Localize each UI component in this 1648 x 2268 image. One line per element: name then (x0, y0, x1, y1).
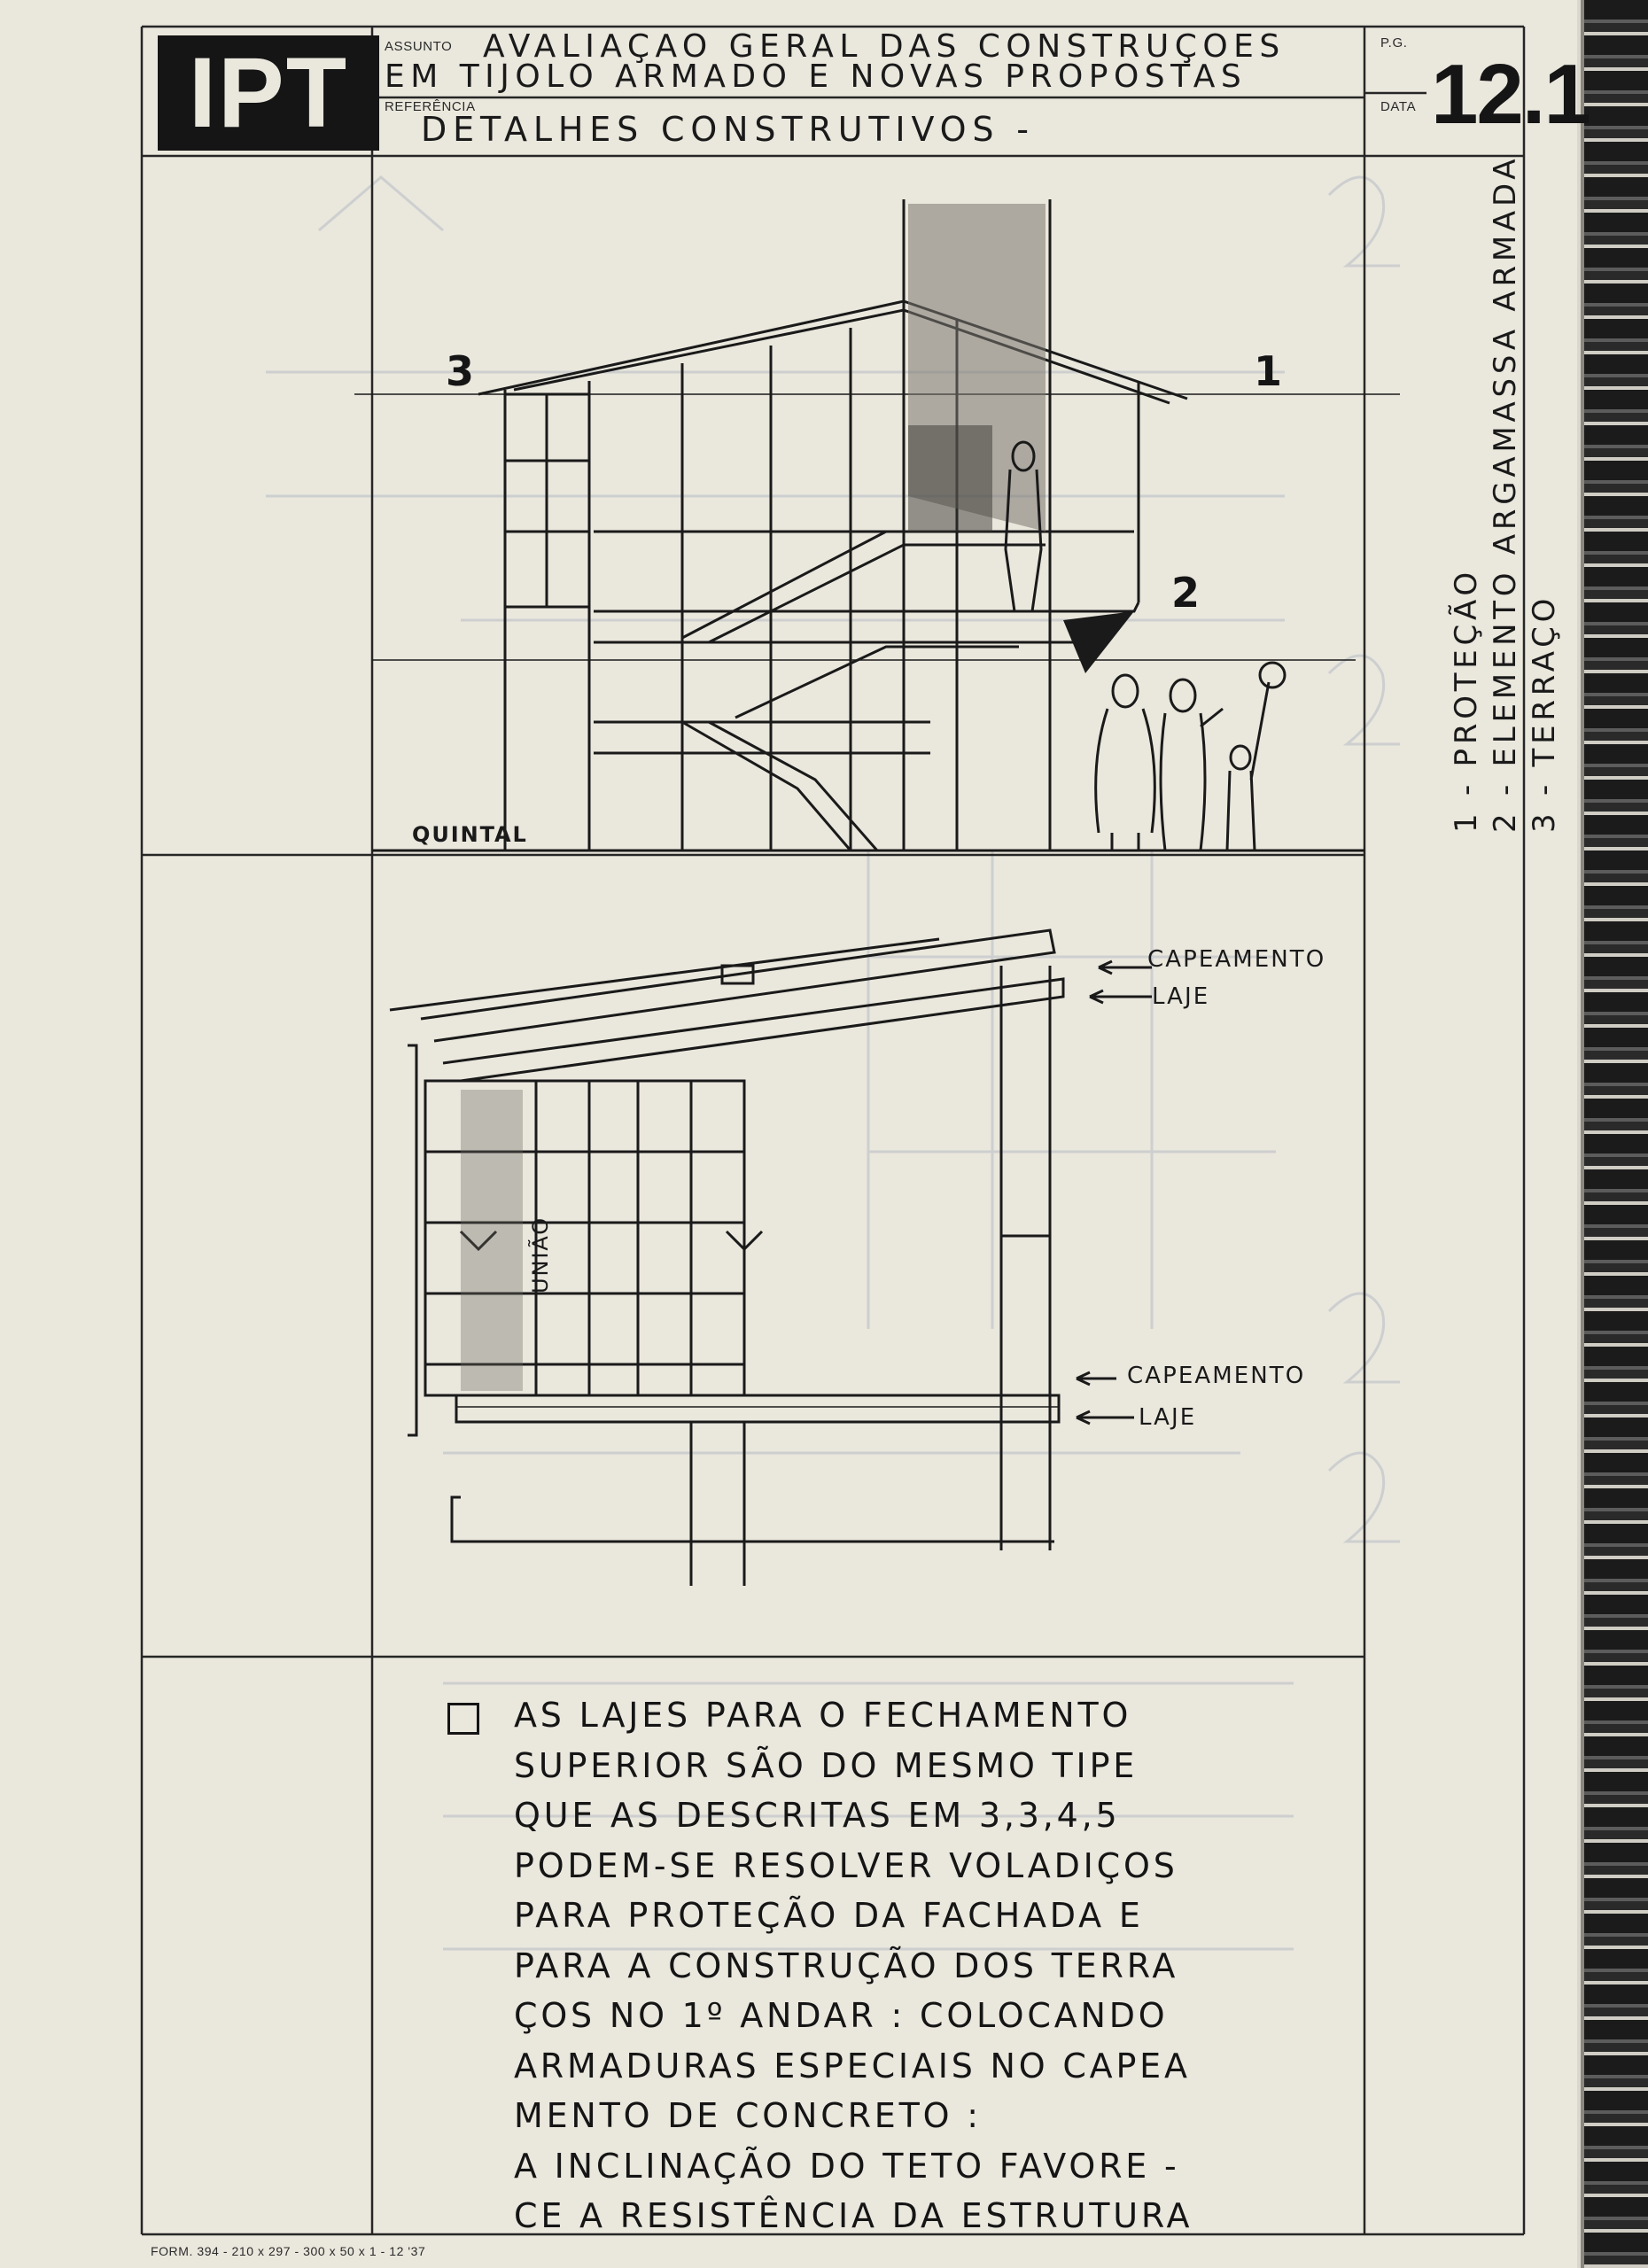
note-line: SUPERIOR SÃO DO MESMO TIPE (514, 1745, 1139, 1785)
note-line: PARA A CONSTRUÇÃO DOS TERRA (514, 1946, 1179, 1985)
callout-1: 1 (1254, 347, 1283, 395)
referencia-label: REFERÊNCIA (385, 99, 476, 114)
note-line: MENTO DE CONCRETO : (514, 2096, 982, 2135)
note-line: CE A RESISTÊNCIA DA ESTRUTURA (514, 2196, 1193, 2235)
note-line: AS LAJES PARA O FECHAMENTO (514, 1696, 1132, 1735)
assunto-label: ASSUNTO (385, 39, 453, 54)
spiral-binding (1581, 0, 1648, 2268)
facade-sketch (354, 199, 1400, 850)
legend-item-2: 2 - ELEMENTO ARGAMASSA ARMADA (1488, 154, 1523, 833)
note-line: A INCLINAÇÃO DO TETO FAVORE - (514, 2146, 1180, 2186)
laje-label-bottom: LAJE (1139, 1404, 1197, 1431)
note-line: ARMADURAS ESPECIAIS NO CAPEA (514, 2046, 1191, 2085)
ipt-logo: IPT (158, 35, 379, 151)
capeamento-label-top: CAPEAMENTO (1147, 946, 1326, 973)
assunto-line-1: AVALIAÇAO GERAL DAS CONSTRUÇOES (483, 28, 1286, 65)
legend-item-1: 1 - PROTEÇÃO (1449, 568, 1484, 833)
callout-3: 3 (446, 347, 475, 395)
page-number: 12.1 (1431, 47, 1590, 142)
note-line: PARA PROTEÇÃO DA FACHADA E (514, 1896, 1144, 1935)
sketch-shading (908, 204, 1134, 673)
data-label: DATA (1380, 99, 1417, 114)
people-figures (1006, 442, 1285, 850)
legend-item-3: 3 - TERRAÇO (1527, 594, 1562, 833)
note-line: PODEM-SE RESOLVER VOLADIÇOS (514, 1845, 1178, 1885)
handwritten-note (443, 1690, 1294, 2241)
quintal-label: QUINTAL (412, 822, 528, 847)
uniao-label: UNIÃO (528, 1216, 553, 1293)
referencia-text: DETALHES CONSTRUTIVOS - (421, 110, 1035, 149)
pg-label: P.G. (1380, 35, 1408, 50)
assunto-line-2: EM TIJOLO ARMADO E NOVAS PROPOSTAS (385, 58, 1248, 95)
legend (1449, 154, 1562, 833)
note-line: QUE AS DESCRITAS EM 3,3,4,5 (514, 1796, 1121, 1835)
callout-2: 2 (1171, 569, 1201, 617)
capeamento-label-bottom: CAPEAMENTO (1127, 1363, 1306, 1389)
form-footer: FORM. 394 - 210 x 297 - 300 x 50 x 1 - 12 '37 (151, 2244, 426, 2258)
note-line: ÇOS NO 1º ANDAR : COLOCANDO (514, 1996, 1169, 2035)
laje-label-top: LAJE (1152, 983, 1210, 1010)
union-shading (461, 1090, 523, 1391)
